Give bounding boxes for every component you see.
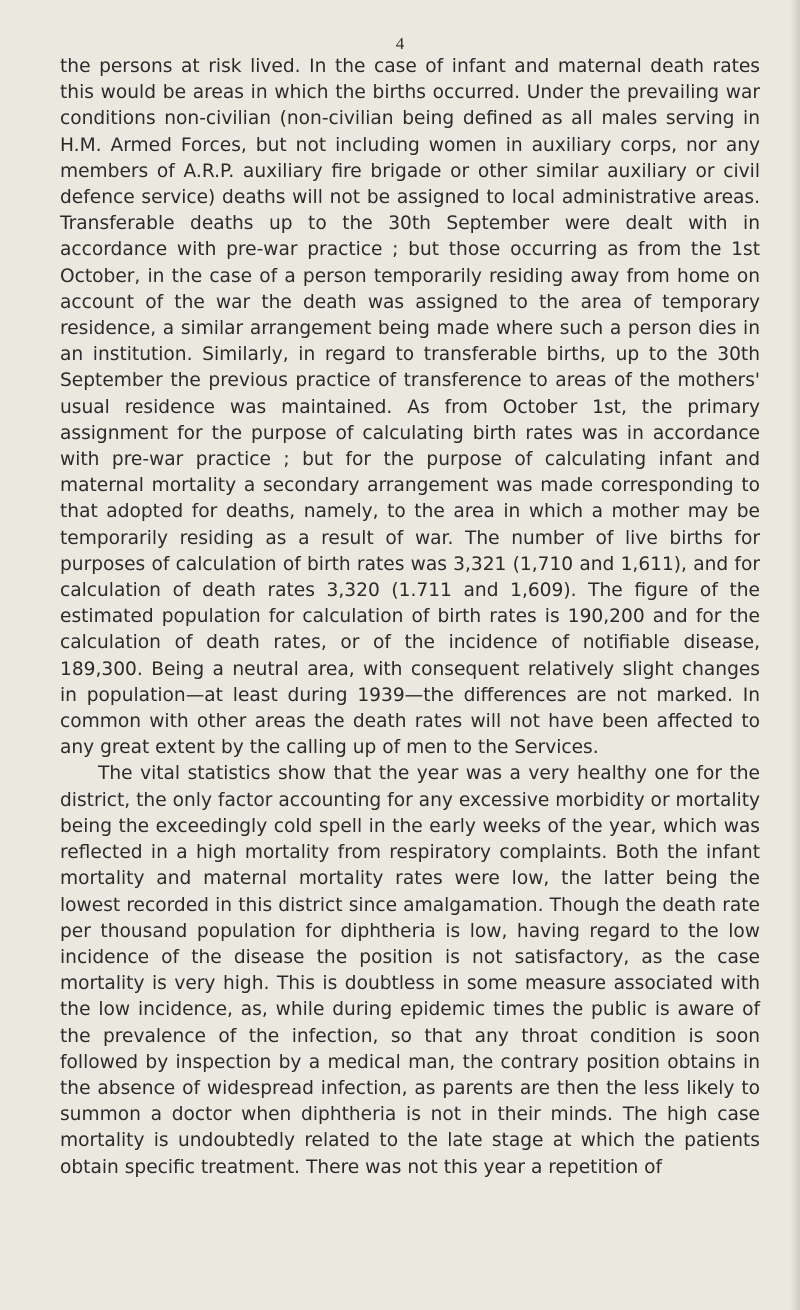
paragraph-2: The vital statistics show that the year was a very healthy one for the district, the only factor accounting for any excessive morbidity or mortality being the exceedingly cold spell in the early weeks of the year, which was reflected in a high mortality from respiratory complaints. Both the infant mortality and maternal mortality rates were low, the latter being the lowest recorded in this district since amalgamation. Though the death rate per thousand population for diphtheria is low, having regard to the low incidence of the disease the position is not satisfactory, as the case mortality is very high. This is doubtless in some measure associated with the low incidence, as, while during epidemic times the public is aware of the prevalence of the infection, so that any throat condition is soon followed by inspection by a medical man, the contrary position obtains in the absence of widespread infection, as parents are then the less likely to summon a doctor when diphtheria is not in their minds. The high case mortality is undoubtedly related to the late stage at which the patients obtain specific treatment. There was not this year a repetition of	[60, 763, 760, 1178]
page-edge-shadow	[790, 0, 800, 1310]
page-number: 4	[395, 34, 405, 53]
body-text	[60, 54, 760, 1181]
paragraph-1: the persons at risk lived. In the case of infant and maternal death rates this would be areas in which the births occurred. Under the prevailing war conditions non-civilian (non-civilian being defined as all males serving in H.M. Armed Forces, but not including women in auxiliary corps, nor any members of A.R.P. auxiliary fire brigade or other similar auxiliary or civil defence service) deaths will not be assigned to local administrative areas. Transferable deaths up to the 30th September were dealt with in accordance with pre-war practice ; but those occurring as from the 1st October, in the case of a person temporarily residing away from home on account of the war the death was assigned to the area of temporary residence, a similar arrangement being made where such a person dies in an institution. Similarly, in regard to transferable births, up to the 30th September the previous practice of transference to areas of the mothers' usual residence was maintained. As from October 1st, the primary assignment for the purpose of calculating birth rates was in accordance with pre-war practice ; but for the purpose of calculating infant and maternal mortality a secondary arrangement was made corresponding to that adopted for deaths, namely, to the area in which a mother may be temporarily residing as a result of war. The number of live births for purposes of calculation of birth rates was 3,321 (1,710 and 1,611), and for calculation of death rates 3,320 (1.711 and 1,609). The figure of the estimated population for calculation of birth rates is 190,200 and for the calculation of death rates, or of the incidence of notifiable disease, 189,300. Being a neutral area, with consequent relatively slight changes in population—at least during 1939—the differences are not marked. In common with other areas the death rates will not have been affected to any great extent by the calling up of men to the Services.	[60, 56, 760, 759]
